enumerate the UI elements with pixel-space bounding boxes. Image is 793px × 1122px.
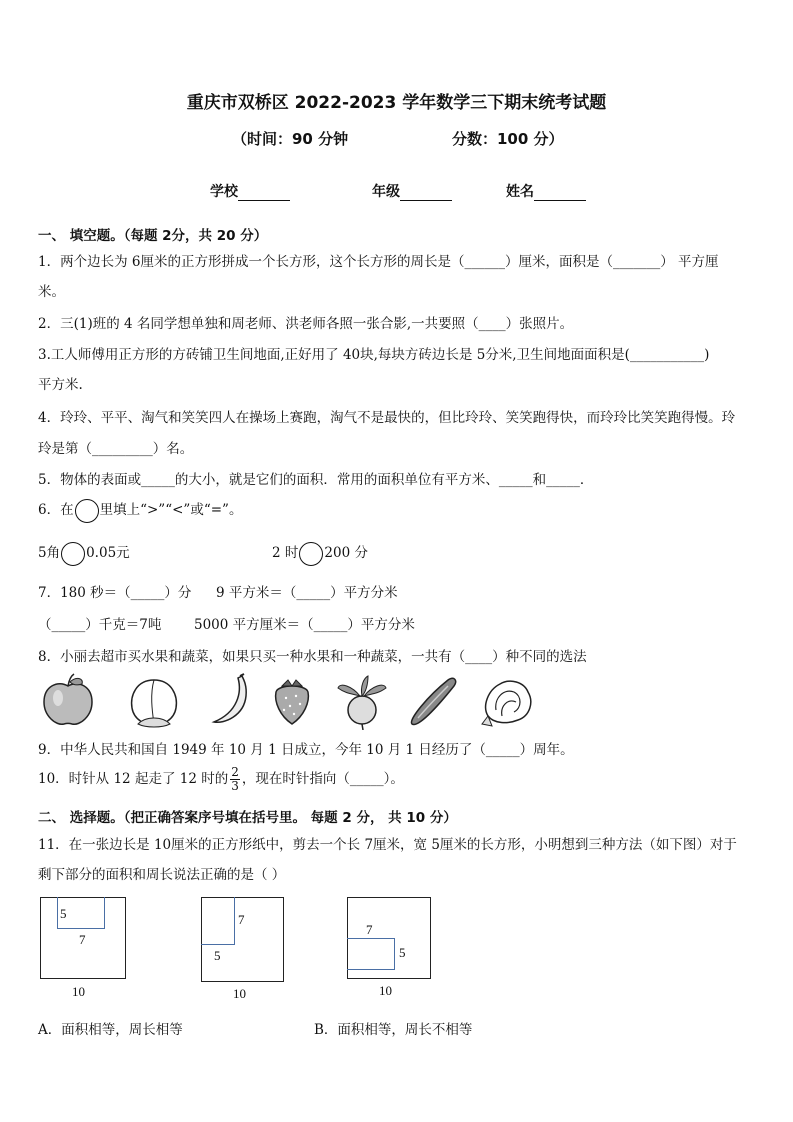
q10-prefix: 10．时针从 12 起走了 12 时的 xyxy=(38,771,229,787)
section2-heading: 二、 选择题。（把正确答案序号填在括号里。 每题 2 分， 共 10 分） xyxy=(38,810,457,826)
question-3-line2: 平方米. xyxy=(38,377,83,393)
question-11-line1: 11．在一张边长是 10厘米的正方形纸中，剪去一个长 7厘米，宽 5厘米的长方形，小明想到三种方法（如下图）对于 xyxy=(38,837,737,853)
question-6-item-b xyxy=(272,541,368,566)
diagram3-length-label: 7 xyxy=(366,922,373,937)
strawberry-icon xyxy=(276,680,309,724)
question-7c: （_____）千克＝7吨 xyxy=(38,617,162,633)
diagram2-width-label: 5 xyxy=(214,948,221,963)
question-1-line2: 米。 xyxy=(38,284,65,300)
diagram2-length-label: 7 xyxy=(238,912,245,927)
q10-suffix: ，现在时针指向（_____）。 xyxy=(241,771,404,787)
question-4-line2: 玲是第（_________）名。 xyxy=(38,441,194,457)
school-blank[interactable] xyxy=(238,186,290,201)
name-blank[interactable] xyxy=(534,186,586,201)
compare-circle-b[interactable] xyxy=(299,542,323,566)
cutout-rect-3 xyxy=(347,938,395,970)
diagram1-length-label: 7 xyxy=(79,932,86,947)
question-7a: 7．180 秒＝（_____）分 xyxy=(38,585,192,601)
produce-pictures xyxy=(40,672,560,730)
diagram2-side-label: 10 xyxy=(233,986,246,1001)
name-label: 姓名 xyxy=(506,184,534,200)
peach-icon xyxy=(132,680,177,727)
compare-circle-icon xyxy=(75,499,99,523)
question-7b: 9 平方米＝（_____）平方分米 xyxy=(216,585,398,601)
fraction-denominator: 3 xyxy=(231,779,239,793)
question-10 xyxy=(38,766,404,793)
diagram3-side-label: 10 xyxy=(379,983,392,998)
question-3-line1: 3.工人师傅用正方形的方砖铺卫生间地面,正好用了 40块,每块方砖边长是 5分米,卫生间地面面积是(___________) xyxy=(38,347,710,363)
question-6 xyxy=(38,498,242,523)
q6-prefix: 6．在 xyxy=(38,502,74,518)
diagram1-side-label: 10 xyxy=(72,984,85,999)
name-field xyxy=(506,181,586,201)
cucumber-icon xyxy=(411,678,455,724)
grade-field xyxy=(372,181,452,201)
question-6-item-a xyxy=(38,541,130,566)
q6-suffix: 里填上“>”“<”或“=”。 xyxy=(99,502,243,518)
banana-icon xyxy=(214,674,246,722)
radish-icon xyxy=(338,676,386,730)
option-a[interactable]: A．面积相等，周长相等 xyxy=(38,1022,183,1038)
question-7d: 5000 平方厘米＝（_____）平方分米 xyxy=(194,617,415,633)
question-8: 8．小丽去超市买水果和蔬菜，如果只买一种水果和一种蔬菜，一共有（____）种不同的选法 xyxy=(38,649,587,665)
school-label: 学校 xyxy=(210,184,238,200)
diagram1-width-label: 5 xyxy=(60,906,67,921)
diagram3-width-label: 5 xyxy=(399,945,406,960)
cutout-rect-2 xyxy=(201,897,235,945)
q6b-right: 200 分 xyxy=(324,545,368,561)
question-9: 9．中华人民共和国自 1949 年 10 月 1 日成立，今年 10 月 1 日经历了（_____）周年。 xyxy=(38,742,574,758)
q6a-left: 5角 xyxy=(38,545,61,561)
apple-icon xyxy=(44,674,92,724)
school-field xyxy=(210,181,290,201)
square-diagram-3 xyxy=(347,897,431,979)
exam-time: （时间：90 分钟 xyxy=(232,130,349,148)
question-4-line1: 4．玲玲、平平、淘气和笑笑四人在操场上赛跑，淘气不是最快的，但比玲玲、笑笑跑得快，而玲玲比笑笑跑得慢。玲 xyxy=(38,410,736,426)
question-2: 2．三(1)班的 4 名同学想单独和周老师、洪老师各照一张合影,一共要照（____）张照片。 xyxy=(38,316,574,332)
grade-blank[interactable] xyxy=(400,186,452,201)
question-1-line1: 1．两个边长为 6厘米的正方形拼成一个长方形，这个长方形的周长是（______）厘米，面积是（_______） 平方厘 xyxy=(38,254,719,270)
page-title: 重庆市双桥区 2022-2023 学年数学三下期末统考试题 xyxy=(186,93,607,113)
question-11-line2: 剩下部分的面积和周长说法正确的是（ ） xyxy=(38,867,286,883)
grade-label: 年级 xyxy=(372,184,400,200)
question-5: 5．物体的表面或_____的大小，就是它们的面积．常用的面积单位有平方米、_____和_____． xyxy=(38,472,594,488)
square-diagram-1 xyxy=(40,897,126,979)
fraction-two-thirds xyxy=(230,766,240,793)
section1-heading: 一、 填空题。（每题 2分，共 20 分） xyxy=(38,228,268,244)
q6a-right: 0.05元 xyxy=(86,545,130,561)
q6b-left: 2 时 xyxy=(272,545,299,561)
exam-score: 分数：100 分） xyxy=(452,130,564,148)
cabbage-icon xyxy=(482,681,531,726)
option-b[interactable]: B．面积相等，周长不相等 xyxy=(314,1022,473,1038)
fraction-numerator: 2 xyxy=(231,765,239,779)
square-diagram-2 xyxy=(201,897,284,982)
compare-circle-a[interactable] xyxy=(61,542,85,566)
